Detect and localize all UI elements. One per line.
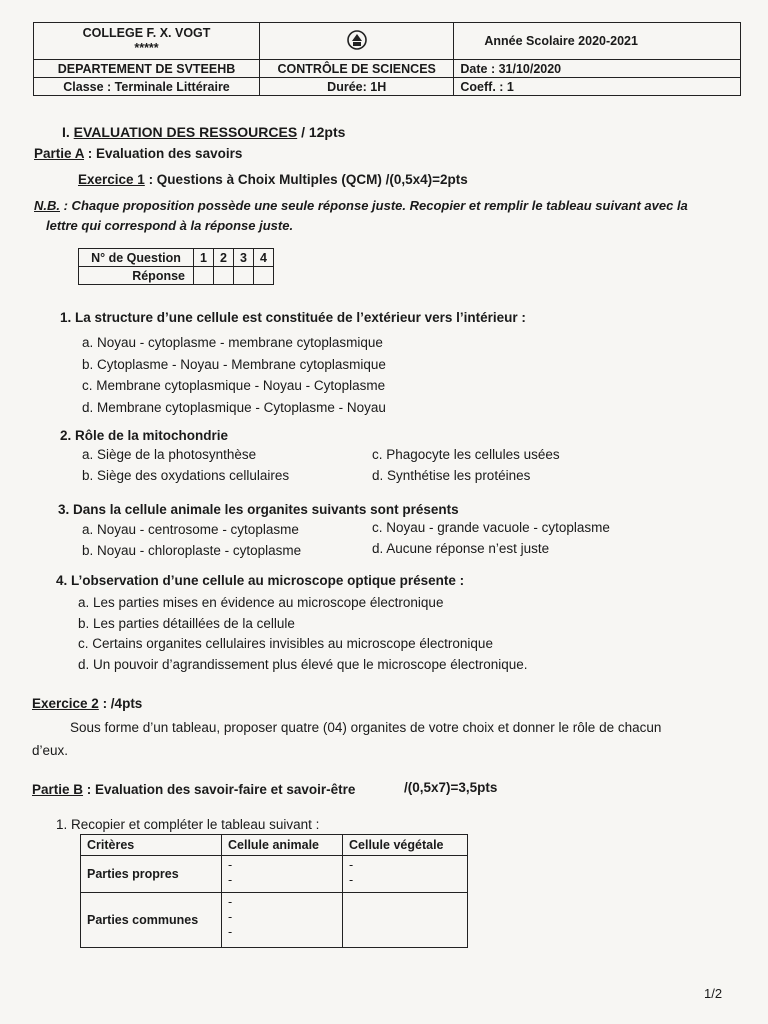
section-title: [62, 124, 345, 140]
own-parts-animal-cell: [222, 856, 343, 893]
question-1-text: 1. La structure d’une cellule est constituée de l’extérieur vers l’intérieur :: [60, 310, 526, 325]
department: DEPARTEMENT DE SVTEEHB: [34, 60, 260, 78]
question-1-option-c: c. Membrane cytoplasmique - Noyau - Cytoplasme: [82, 378, 386, 393]
header-table: [33, 22, 741, 96]
exercise-2-label: Exercice 2: [32, 696, 99, 711]
nb-line1: : Chaque proposition possède une seule réponse juste. Recopier et remplir le tableau suivant avec la: [60, 198, 688, 213]
dash: -: [228, 858, 233, 872]
question-4-options: [78, 593, 528, 675]
question-4-option-d: d. Un pouvoir d’agrandissement plus élevé que le microscope électronique.: [78, 656, 528, 672]
criteria-header: Critères: [81, 835, 222, 856]
question-4-header: 4: [254, 249, 274, 267]
page-number: 1/2: [704, 986, 723, 1001]
question-4-option-c: c. Certains organites cellulaires invisibles au microscope électronique: [78, 636, 493, 651]
section-points: / 12pts: [301, 124, 346, 140]
year-cell: Année Scolaire 2020-2021: [454, 23, 741, 60]
dash: -: [349, 858, 354, 872]
question-2-text: 2. Rôle de la mitochondrie: [60, 428, 229, 443]
question-1-option-d: d. Membrane cytoplasmique - Cytoplasme - Noyau: [82, 399, 386, 415]
part-b-heading: [32, 782, 355, 797]
exam-title: CONTRÔLE DE SCIENCES: [260, 60, 454, 78]
exercise-1-text: : Questions à Choix Multiples (QCM) /(0,5x4)=2pts: [144, 172, 468, 187]
dash: -: [228, 925, 233, 939]
plant-cell-header: Cellule végétale: [343, 835, 468, 856]
school-cell: [34, 23, 260, 60]
answer-cell-2: [214, 267, 234, 285]
question-2-option-b: b. Siège des oxydations cellulaires: [82, 468, 290, 483]
question-1-header: 1: [194, 249, 214, 267]
school-name: COLLEGE F. X. VOGT: [82, 26, 211, 40]
part-b-label: Partie B: [32, 782, 84, 797]
question-3-header: 3: [234, 249, 254, 267]
nb-line2: lettre qui correspond à la réponse juste.: [46, 218, 294, 233]
class-level: Classe : Terminale Littéraire: [34, 78, 260, 96]
exercise-2-points: : /4pts: [98, 696, 143, 711]
part-b-points: /(0,5x7)=3,5pts: [404, 780, 498, 795]
animal-cell-header: Cellule animale: [222, 835, 343, 856]
answer-cell-4: [254, 267, 274, 285]
own-parts-plant-cell: [343, 856, 468, 893]
own-parts-label: Parties propres: [81, 856, 222, 893]
common-parts-animal-cell: [222, 893, 343, 948]
school-seal-icon: [346, 29, 368, 51]
question-3-option-a: a. Noyau - centrosome - cytoplasme: [82, 522, 299, 537]
nb-label: N.B.: [34, 198, 60, 213]
exercise-2-instructions: [32, 716, 752, 762]
question-3-option-d: d. Aucune réponse n’est juste: [372, 541, 550, 556]
exercise-1-heading: [78, 172, 468, 187]
question-3-text: 3. Dans la cellule animale les organites suivants sont présents: [58, 502, 459, 517]
duration: Durée: 1H: [260, 78, 454, 96]
question-4-text: 4. L’observation d’une cellule au microscope optique présente :: [56, 573, 465, 588]
answer-table: [78, 248, 274, 285]
exercise-2-line1: Sous forme d’un tableau, proposer quatre (04) organites de votre choix et donner le rôle de chacun: [70, 720, 662, 735]
dash: -: [228, 895, 233, 909]
dash: -: [228, 873, 233, 887]
exercise-2-heading: [32, 696, 142, 711]
question-3-option-c: c. Noyau - grande vacuole - cytoplasme: [372, 520, 610, 535]
question-2-option-a: a. Siège de la photosynthèse: [82, 447, 257, 462]
logo-cell: [260, 23, 454, 60]
part-a-label: Partie A: [34, 146, 85, 161]
question-1-options: [82, 332, 386, 418]
question-2-option-d: d. Synthétise les protéines: [372, 468, 531, 483]
part-b-question-1: 1. Recopier et compléter le tableau suivant :: [56, 817, 320, 832]
answer-cell-3: [234, 267, 254, 285]
exercise-1-label: Exercice 1: [78, 172, 145, 187]
question-4-option-a: a. Les parties mises en évidence au microscope électronique: [78, 595, 444, 610]
section-name: EVALUATION DES RESSOURCES: [73, 124, 298, 140]
stars: *****: [134, 41, 159, 55]
question-1-option-b: b. Cytoplasme - Noyau - Membrane cytoplasmique: [82, 356, 386, 372]
question-4-option-b: b. Les parties détaillées de la cellule: [78, 615, 295, 631]
criteria-table: [80, 834, 468, 948]
common-parts-plant-cell: [343, 893, 468, 948]
exam-date: Date : 31/10/2020: [454, 60, 741, 78]
answer-row-label: Réponse: [79, 267, 194, 285]
question-2-header: 2: [214, 249, 234, 267]
section-number: I.: [62, 124, 70, 140]
part-a-heading: [34, 146, 242, 161]
question-2-option-c: c. Phagocyte les cellules usées: [372, 447, 560, 462]
part-a-text: : Evaluation des savoirs: [84, 146, 243, 161]
question-3-option-b: b. Noyau - chloroplaste - cytoplasme: [82, 543, 302, 558]
question-1-option-a: a. Noyau - cytoplasme - membrane cytoplasmique: [82, 335, 383, 350]
answer-cell-1: [194, 267, 214, 285]
dash: -: [349, 873, 354, 887]
exercise-2-line2: d’eux.: [32, 743, 69, 758]
common-parts-label: Parties communes: [81, 893, 222, 948]
dash: -: [228, 910, 233, 924]
nb-note: [34, 196, 744, 236]
part-b-text: : Evaluation des savoir-faire et savoir-être: [83, 782, 356, 797]
coefficient: Coeff. : 1: [454, 78, 741, 96]
question-number-header: N° de Question: [79, 249, 194, 267]
